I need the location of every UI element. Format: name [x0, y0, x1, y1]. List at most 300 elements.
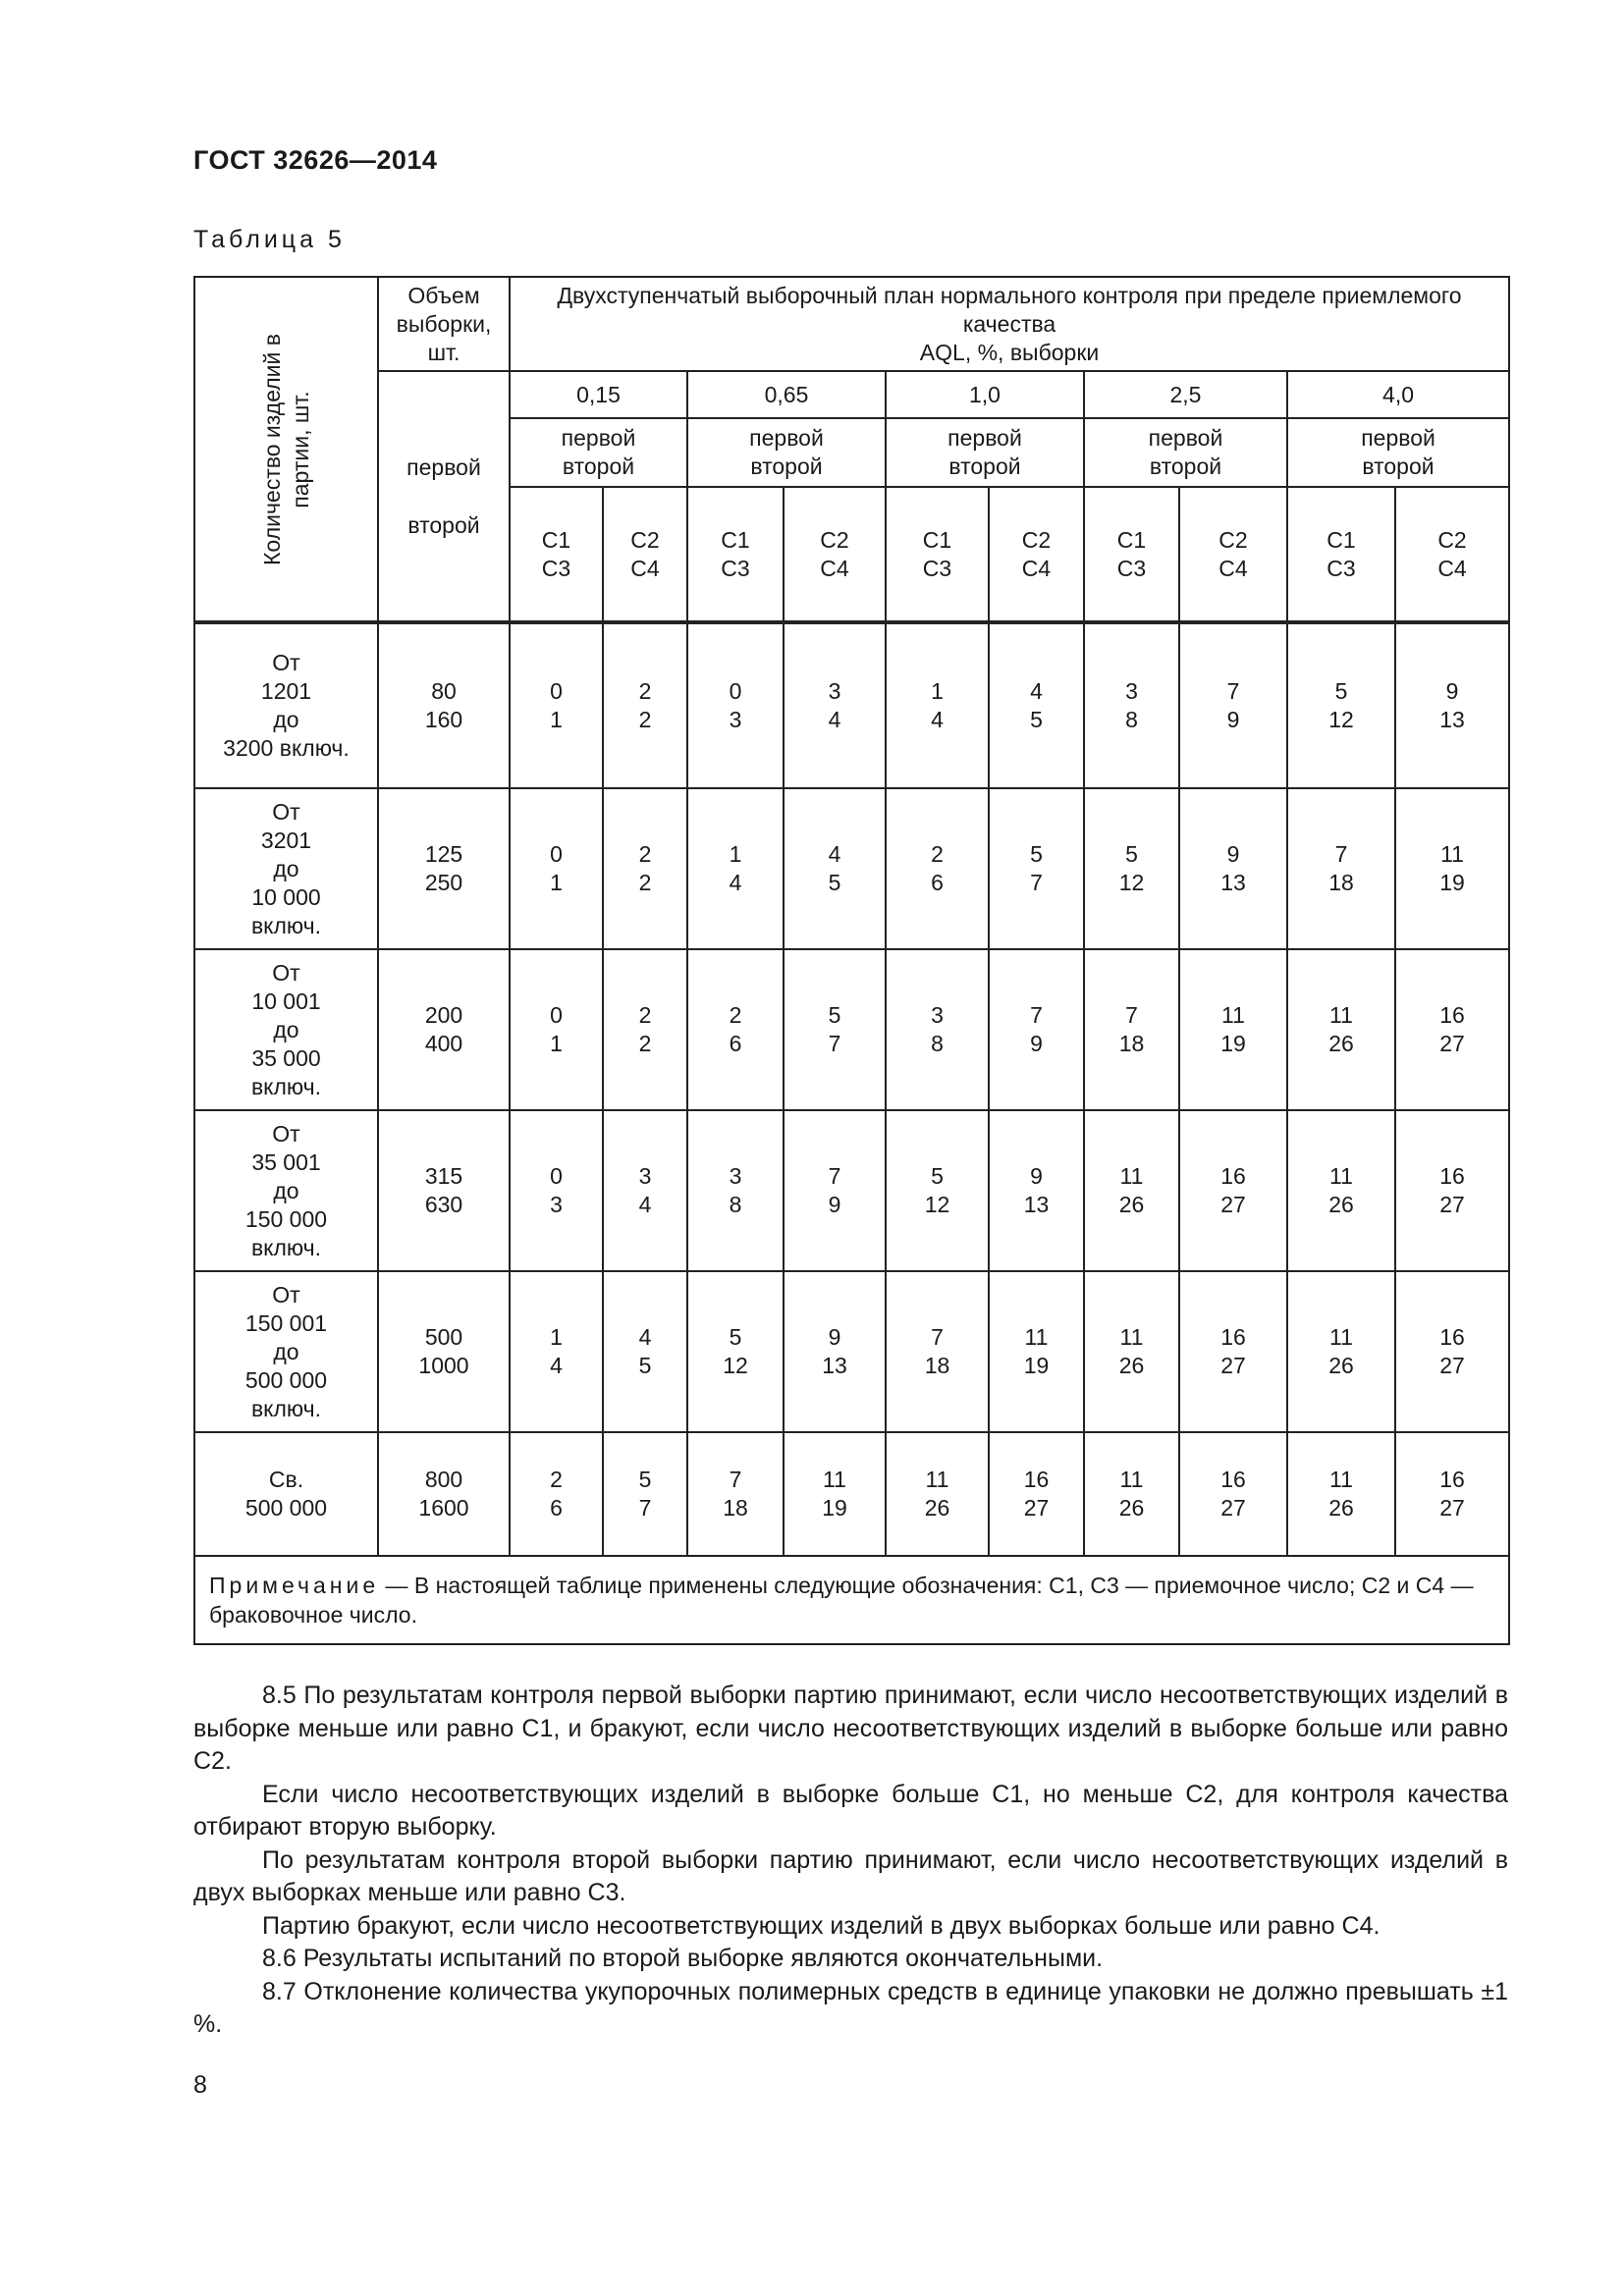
criterion-value: 2	[638, 1031, 652, 1056]
stage-second: второй	[750, 454, 823, 479]
sample-line: 125	[424, 841, 463, 867]
batch-size-range	[194, 1432, 378, 1556]
criterion-value: 26	[1328, 1031, 1354, 1056]
criterion-value: 5	[828, 870, 841, 895]
aql-level: 4,0	[1287, 371, 1509, 418]
range-line: От	[272, 798, 300, 825]
c-bottom: С3	[1116, 555, 1147, 581]
criterion-value: 9	[828, 1324, 841, 1350]
criterion-cell	[1395, 1432, 1509, 1556]
criterion-value: 11	[823, 1467, 846, 1492]
range-line: включ.	[250, 1073, 322, 1099]
criterion-cell	[1179, 1110, 1287, 1271]
criterion-value: 9	[1226, 841, 1240, 867]
criterion-value: 3	[550, 1192, 563, 1217]
criterion-value: 8	[931, 1031, 944, 1056]
sampling-plan-table	[193, 276, 1510, 1645]
range-line: 3201	[260, 827, 312, 853]
criterion-cell	[1179, 1432, 1287, 1556]
criterion-cell	[1395, 949, 1509, 1110]
paragraph: 8.7 Отклонение количества укупорочных полимерных средств в единице упаковки не должно превышать ±1 %.	[193, 1977, 1508, 2038]
c-top: С2	[1021, 526, 1052, 553]
c-bottom: С4	[1218, 555, 1248, 581]
criterion-value: 19	[1439, 870, 1465, 895]
criterion-value: 4	[638, 1324, 652, 1350]
c-bottom: С4	[630, 555, 660, 581]
c-pair-header	[687, 487, 784, 622]
range-line: до	[273, 707, 299, 732]
criterion-value: 2	[638, 707, 652, 732]
criterion-cell	[1395, 1110, 1509, 1271]
sample-line: 250	[424, 870, 463, 895]
criterion-cell	[687, 788, 784, 949]
batch-size-range	[194, 1110, 378, 1271]
body-text	[193, 1680, 1508, 2042]
criterion-value: 9	[828, 1192, 841, 1217]
criterion-value: 5	[1125, 841, 1138, 867]
sample-size	[378, 1271, 510, 1432]
criterion-cell	[1395, 622, 1509, 788]
table-row	[194, 1432, 1509, 1556]
criterion-value: 0	[729, 678, 742, 704]
criterion-cell	[1179, 949, 1287, 1110]
criterion-value: 0	[550, 678, 563, 704]
aql-level: 0,65	[687, 371, 886, 418]
criterion-value: 2	[931, 841, 944, 867]
criterion-value: 11	[1329, 1324, 1353, 1350]
criterion-value: 16	[1023, 1467, 1050, 1492]
criterion-value: 13	[1023, 1192, 1050, 1217]
criterion-value: 27	[1220, 1192, 1246, 1217]
criterion-cell	[687, 1110, 784, 1271]
criterion-value: 16	[1439, 1163, 1465, 1189]
criterion-value: 3	[729, 1163, 742, 1189]
criterion-value: 6	[729, 1031, 742, 1056]
c-pair-header	[1179, 487, 1287, 622]
criterion-value: 4	[1030, 678, 1043, 704]
criterion-cell	[886, 949, 989, 1110]
table-row	[194, 1271, 1509, 1432]
criterion-value: 2	[729, 1002, 742, 1028]
criterion-value: 7	[828, 1031, 841, 1056]
criterion-value: 26	[1118, 1353, 1145, 1378]
sample-size	[378, 622, 510, 788]
document-header: ГОСТ 32626—2014	[193, 145, 438, 175]
criterion-cell	[1084, 1432, 1179, 1556]
criterion-value: 2	[550, 1467, 563, 1492]
criterion-value: 27	[1439, 1192, 1465, 1217]
criterion-value: 5	[638, 1353, 652, 1378]
criterion-cell	[687, 1432, 784, 1556]
sample-line: 315	[424, 1163, 463, 1189]
criterion-value: 16	[1439, 1324, 1465, 1350]
criterion-value: 12	[1118, 870, 1145, 895]
criterion-value: 16	[1220, 1324, 1246, 1350]
criterion-cell	[1395, 1271, 1509, 1432]
criterion-cell	[687, 949, 784, 1110]
criterion-cell	[510, 949, 603, 1110]
criterion-cell	[886, 1110, 989, 1271]
c-bottom: С3	[1326, 555, 1356, 581]
stage-second: второй	[1149, 454, 1222, 479]
criterion-cell	[784, 949, 886, 1110]
criterion-value: 11	[1329, 1002, 1353, 1028]
c-pair-header	[603, 487, 687, 622]
criterion-value: 12	[1328, 707, 1354, 732]
batch-size-range	[194, 1271, 378, 1432]
c-pair-header	[1395, 487, 1509, 622]
criterion-cell	[1179, 622, 1287, 788]
criterion-value: 4	[828, 841, 841, 867]
criterion-cell	[886, 1271, 989, 1432]
criterion-cell	[886, 788, 989, 949]
c-top: С2	[820, 526, 849, 553]
criterion-value: 26	[1328, 1353, 1354, 1378]
criterion-value: 7	[1125, 1002, 1138, 1028]
stage-labels	[886, 418, 1084, 487]
criterion-value: 18	[1328, 870, 1354, 895]
c-pair-header	[510, 487, 603, 622]
header-quantity	[194, 277, 378, 622]
criterion-cell	[989, 1271, 1084, 1432]
criterion-value: 16	[1220, 1467, 1246, 1492]
table-row	[194, 1110, 1509, 1271]
criterion-cell	[1084, 1271, 1179, 1432]
c-bottom: С4	[820, 555, 849, 581]
sample-line: 200	[424, 1002, 463, 1028]
criterion-value: 27	[1439, 1031, 1465, 1056]
range-line: включ.	[250, 912, 322, 938]
batch-size-range	[194, 622, 378, 788]
criterion-value: 9	[1445, 678, 1459, 704]
criterion-value: 4	[828, 707, 841, 732]
sample-line: 1000	[418, 1353, 469, 1378]
sample-line: 160	[424, 707, 463, 732]
c-bottom: С3	[541, 555, 571, 581]
c-pair-header	[784, 487, 886, 622]
criterion-value: 0	[550, 841, 563, 867]
range-line: 35 000	[251, 1044, 321, 1071]
criterion-value: 18	[1118, 1031, 1145, 1056]
note-label: Примечание	[209, 1573, 380, 1598]
criterion-value: 1	[931, 678, 944, 704]
criterion-value: 18	[723, 1495, 748, 1521]
sample-size	[378, 949, 510, 1110]
criterion-value: 9	[1226, 707, 1240, 732]
criterion-value: 7	[828, 1163, 841, 1189]
criterion-value: 2	[638, 841, 652, 867]
header-sample-volume: Объем выборки, шт.	[378, 277, 510, 371]
page-number: 8	[193, 2071, 207, 2099]
criterion-value: 11	[925, 1467, 949, 1492]
criterion-value: 3	[1125, 678, 1138, 704]
sample-size	[378, 1110, 510, 1271]
criterion-value: 12	[723, 1353, 748, 1378]
stage-labels	[1084, 418, 1287, 487]
criterion-value: 26	[1328, 1192, 1354, 1217]
criterion-value: 7	[1334, 841, 1348, 867]
sample-line: 1600	[418, 1495, 469, 1521]
criterion-value: 13	[822, 1353, 847, 1378]
criterion-value: 7	[638, 1495, 652, 1521]
criterion-value: 7	[1226, 678, 1240, 704]
table-note-row	[194, 1556, 1509, 1644]
criterion-value: 5	[1030, 707, 1043, 732]
criterion-value: 6	[550, 1495, 563, 1521]
criterion-value: 11	[1119, 1324, 1144, 1350]
range-line: 1201	[260, 678, 312, 704]
range-line: От	[272, 650, 300, 675]
criterion-value: 11	[1221, 1002, 1245, 1028]
c-bottom: С4	[1437, 555, 1467, 581]
table-note	[194, 1556, 1509, 1644]
criterion-value: 1	[550, 870, 563, 895]
table-row	[194, 622, 1509, 788]
range-line: до	[273, 1177, 299, 1203]
range-line: включ.	[250, 1234, 322, 1260]
c-pair-header	[989, 487, 1084, 622]
criterion-value: 26	[1118, 1192, 1145, 1217]
criterion-cell	[1084, 1110, 1179, 1271]
range-line: 3200 включ.	[223, 735, 350, 761]
criterion-value: 13	[1220, 870, 1246, 895]
criterion-cell	[603, 1110, 687, 1271]
c-pair-header	[1287, 487, 1395, 622]
criterion-value: 9	[1030, 1163, 1043, 1189]
batch-size-range	[194, 949, 378, 1110]
aql-level: 1,0	[886, 371, 1084, 418]
range-line: 150 000	[244, 1205, 328, 1232]
criterion-value: 7	[729, 1467, 742, 1492]
paragraph: Если число несоответствующих изделий в выборке больше С1, но меньше С2, для контроля качества отбирают вторую выборку.	[193, 1780, 1508, 1841]
criterion-value: 5	[729, 1324, 742, 1350]
criterion-value: 26	[1118, 1495, 1145, 1521]
paragraph: 8.5 По результатам контроля первой выборки партию принимают, если число несоответствующих изделий в выборке меньше или равно С1, и бракуют, если число несоответствующих изделий в выборке больше или равно С2.	[193, 1682, 1508, 1775]
c-bottom: С3	[721, 555, 750, 581]
stage-first: первой	[1148, 425, 1223, 451]
criterion-value: 5	[1334, 678, 1348, 704]
criterion-value: 11	[1119, 1467, 1144, 1492]
criterion-cell	[1287, 622, 1395, 788]
criterion-value: 0	[550, 1163, 563, 1189]
range-line: 150 001	[244, 1309, 328, 1336]
criterion-value: 19	[1023, 1353, 1050, 1378]
criterion-value: 0	[550, 1002, 563, 1028]
criterion-cell	[510, 622, 603, 788]
criterion-value: 11	[1440, 841, 1464, 867]
c-top: С1	[541, 526, 571, 553]
range-line: до	[273, 1016, 299, 1042]
criterion-cell	[510, 1110, 603, 1271]
header-sample-stage: первой второй	[378, 371, 510, 622]
criterion-cell	[989, 1432, 1084, 1556]
criterion-cell	[603, 788, 687, 949]
criterion-value: 1	[550, 707, 563, 732]
header-plan: Двухступенчатый выборочный план нормального контроля при пределе приемлемого качества AQL, %, выборки	[510, 277, 1509, 371]
stage-first: первой	[947, 425, 1022, 451]
stage-second: второй	[948, 454, 1021, 479]
criterion-cell	[784, 788, 886, 949]
criterion-value: 27	[1439, 1495, 1465, 1521]
criterion-value: 27	[1220, 1495, 1246, 1521]
criterion-cell	[1287, 1432, 1395, 1556]
criterion-cell	[1084, 788, 1179, 949]
range-line: 500 000	[244, 1495, 328, 1521]
criterion-value: 18	[924, 1353, 950, 1378]
criterion-value: 11	[1119, 1163, 1144, 1189]
c-top: С1	[922, 526, 952, 553]
c-top: С2	[1218, 526, 1248, 553]
criterion-cell	[1287, 949, 1395, 1110]
criterion-value: 4	[931, 707, 944, 732]
criterion-value: 8	[1125, 707, 1138, 732]
criterion-cell	[1287, 788, 1395, 949]
criterion-value: 27	[1023, 1495, 1050, 1521]
criterion-value: 1	[550, 1031, 563, 1056]
criterion-value: 5	[1030, 841, 1043, 867]
criterion-value: 4	[638, 1192, 652, 1217]
stage-labels	[510, 418, 687, 487]
range-line: до	[273, 855, 299, 881]
criterion-cell	[1179, 788, 1287, 949]
sample-line: 500	[424, 1324, 463, 1350]
criterion-cell	[510, 788, 603, 949]
criterion-value: 4	[729, 870, 742, 895]
criterion-value: 5	[638, 1467, 652, 1492]
criterion-value: 11	[1329, 1467, 1353, 1492]
criterion-value: 1	[729, 841, 742, 867]
criterion-cell	[1179, 1271, 1287, 1432]
range-line: 10 001	[251, 988, 321, 1014]
sample-line: 80	[431, 678, 457, 704]
range-line: От	[272, 1120, 300, 1147]
criterion-cell	[687, 1271, 784, 1432]
criterion-value: 2	[638, 1002, 652, 1028]
c-top: С1	[1116, 526, 1147, 553]
c-bottom: С4	[1021, 555, 1052, 581]
sample-size	[378, 788, 510, 949]
criterion-cell	[989, 788, 1084, 949]
stage-second: второй	[562, 454, 635, 479]
criterion-value: 4	[550, 1353, 563, 1378]
stage-second: второй	[1362, 454, 1435, 479]
criterion-value: 7	[931, 1324, 944, 1350]
criterion-value: 3	[931, 1002, 944, 1028]
range-line: От	[272, 1281, 300, 1308]
c-top: С2	[630, 526, 660, 553]
range-line: включ.	[250, 1395, 322, 1421]
criterion-cell	[989, 622, 1084, 788]
criterion-value: 3	[638, 1163, 652, 1189]
criterion-cell	[886, 1432, 989, 1556]
criterion-value: 19	[822, 1495, 847, 1521]
criterion-value: 2	[638, 678, 652, 704]
c-top: С1	[1326, 526, 1356, 553]
sample-line: 400	[424, 1031, 463, 1056]
criterion-cell	[784, 622, 886, 788]
table-row	[194, 949, 1509, 1110]
c-top: С1	[721, 526, 750, 553]
criterion-cell	[989, 949, 1084, 1110]
criterion-value: 8	[729, 1192, 742, 1217]
criterion-cell	[687, 622, 784, 788]
range-line: 10 000	[251, 883, 321, 910]
criterion-value: 11	[1024, 1324, 1049, 1350]
criterion-value: 13	[1439, 707, 1465, 732]
sample-size	[378, 1432, 510, 1556]
criterion-value: 7	[1030, 1002, 1043, 1028]
aql-level: 2,5	[1084, 371, 1287, 418]
table-row	[194, 788, 1509, 949]
stage-first: первой	[749, 425, 824, 451]
criterion-value: 5	[931, 1163, 944, 1189]
paragraph: Партию бракуют, если число несоответствующих изделий в двух выборках больше или равно С4.	[262, 1911, 1380, 1940]
criterion-value: 19	[1220, 1031, 1246, 1056]
c-pair-header	[1084, 487, 1179, 622]
table-caption: Таблица 5	[193, 226, 346, 253]
c-bottom: С3	[922, 555, 952, 581]
criterion-value: 9	[1030, 1031, 1043, 1056]
criterion-cell	[784, 1110, 886, 1271]
criterion-value: 1	[550, 1324, 563, 1350]
stage-first: первой	[561, 425, 636, 451]
criterion-value: 7	[1030, 870, 1043, 895]
criterion-cell	[784, 1271, 886, 1432]
criterion-value: 16	[1439, 1002, 1465, 1028]
header-quantity-label: Количество изделий в партии, шт.	[258, 333, 313, 565]
criterion-cell	[1287, 1271, 1395, 1432]
criterion-cell	[1287, 1110, 1395, 1271]
criterion-cell	[1084, 622, 1179, 788]
criterion-cell	[510, 1432, 603, 1556]
range-line: От	[272, 959, 300, 986]
paragraph: 8.6 Результаты испытаний по второй выборке являются окончательными.	[262, 1945, 1104, 1972]
criterion-value: 26	[1328, 1495, 1354, 1521]
criterion-cell	[1395, 788, 1509, 949]
criterion-cell	[510, 1271, 603, 1432]
paragraph: По результатам контроля второй выборки партию принимают, если число несоответствующих изделий в двух выборках меньше или равно С3.	[193, 1845, 1508, 1906]
criterion-value: 5	[828, 1002, 841, 1028]
aql-level: 0,15	[510, 371, 687, 418]
range-line: до	[273, 1338, 299, 1364]
sample-line: 630	[424, 1192, 463, 1217]
criterion-cell	[603, 1271, 687, 1432]
criterion-value: 3	[729, 707, 742, 732]
range-line: 35 001	[251, 1148, 321, 1175]
criterion-value: 27	[1220, 1353, 1246, 1378]
criterion-cell	[886, 622, 989, 788]
stage-labels	[687, 418, 886, 487]
range-line: Св.	[268, 1467, 304, 1492]
criterion-cell	[1084, 949, 1179, 1110]
sample-line: 800	[424, 1467, 463, 1492]
c-top: С2	[1437, 526, 1467, 553]
criterion-value: 16	[1439, 1467, 1465, 1492]
criterion-value: 11	[1329, 1163, 1353, 1189]
criterion-cell	[603, 1432, 687, 1556]
stage-labels	[1287, 418, 1509, 487]
range-line: 500 000	[244, 1366, 328, 1393]
note-text: — В настоящей таблице применены следующие обозначения: С1, С3 — приемочное число; С2 и С4 — браковочное число.	[209, 1573, 1474, 1628]
criterion-value: 3	[828, 678, 841, 704]
criterion-cell	[989, 1110, 1084, 1271]
criterion-cell	[603, 949, 687, 1110]
stage-first: первой	[1361, 425, 1435, 451]
criterion-value: 6	[931, 870, 944, 895]
criterion-value: 12	[924, 1192, 950, 1217]
criterion-cell	[603, 622, 687, 788]
criterion-cell	[784, 1432, 886, 1556]
